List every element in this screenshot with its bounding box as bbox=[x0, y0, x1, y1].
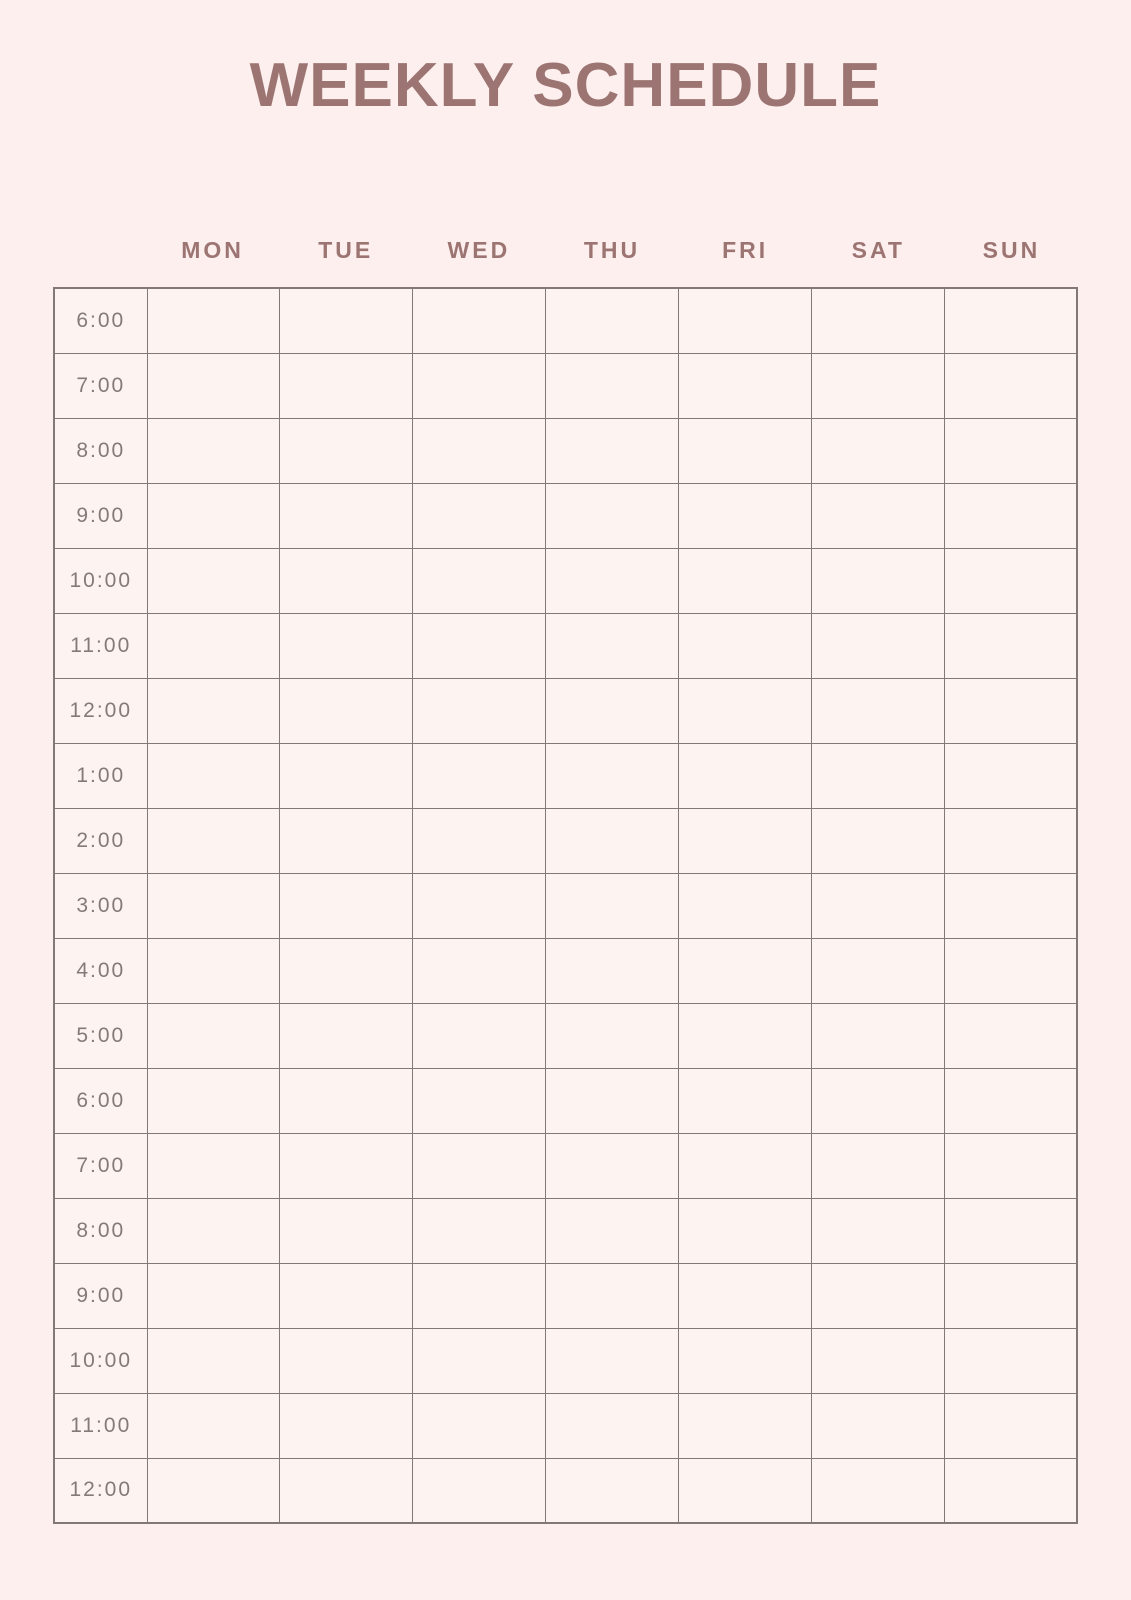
schedule-row bbox=[54, 678, 1077, 743]
schedule-row bbox=[54, 353, 1077, 418]
time-label: 2:00 bbox=[54, 808, 147, 873]
schedule-cell-mon-18[interactable] bbox=[147, 1458, 280, 1523]
schedule-cell-tue-3[interactable] bbox=[280, 483, 413, 548]
schedule-cell-mon-6[interactable] bbox=[147, 678, 280, 743]
schedule-cell-tue-4[interactable] bbox=[280, 548, 413, 613]
schedule-cell-mon-17[interactable] bbox=[147, 1393, 280, 1458]
schedule-cell-sat-10[interactable] bbox=[811, 938, 944, 1003]
schedule-cell-thu-15[interactable] bbox=[546, 1263, 679, 1328]
time-label: 8:00 bbox=[54, 1198, 147, 1263]
schedule-cell-tue-7[interactable] bbox=[280, 743, 413, 808]
day-header-tue: TUE bbox=[318, 236, 374, 263]
schedule-cell-fri-11[interactable] bbox=[678, 1003, 811, 1068]
schedule-cell-fri-17[interactable] bbox=[678, 1393, 811, 1458]
schedule-cell-sat-3[interactable] bbox=[811, 483, 944, 548]
schedule-cell-wed-18[interactable] bbox=[413, 1458, 546, 1523]
day-header-sat: SAT bbox=[851, 236, 905, 263]
schedule-cell-fri-0[interactable] bbox=[678, 288, 811, 353]
schedule-cell-sat-8[interactable] bbox=[811, 808, 944, 873]
schedule-cell-sun-11[interactable] bbox=[944, 1003, 1077, 1068]
schedule-cell-sun-1[interactable] bbox=[944, 353, 1077, 418]
schedule-cell-fri-9[interactable] bbox=[678, 873, 811, 938]
schedule-cell-tue-6[interactable] bbox=[280, 678, 413, 743]
schedule-cell-sat-16[interactable] bbox=[811, 1328, 944, 1393]
schedule-cell-sat-7[interactable] bbox=[811, 743, 944, 808]
schedule-table bbox=[53, 287, 1078, 1524]
schedule-cell-fri-3[interactable] bbox=[678, 483, 811, 548]
schedule-cell-mon-5[interactable] bbox=[147, 613, 280, 678]
time-label: 6:00 bbox=[54, 1068, 147, 1133]
schedule-cell-tue-13[interactable] bbox=[280, 1133, 413, 1198]
schedule-cell-tue-11[interactable] bbox=[280, 1003, 413, 1068]
schedule-row bbox=[54, 1003, 1077, 1068]
day-header-row bbox=[53, 227, 1078, 273]
schedule-cell-mon-11[interactable] bbox=[147, 1003, 280, 1068]
schedule-cell-sat-12[interactable] bbox=[811, 1068, 944, 1133]
schedule-cell-thu-6[interactable] bbox=[546, 678, 679, 743]
schedule-cell-fri-13[interactable] bbox=[678, 1133, 811, 1198]
schedule-cell-sun-5[interactable] bbox=[944, 613, 1077, 678]
schedule-cell-sun-15[interactable] bbox=[944, 1263, 1077, 1328]
schedule-cell-sun-14[interactable] bbox=[944, 1198, 1077, 1263]
schedule-cell-thu-7[interactable] bbox=[546, 743, 679, 808]
schedule-cell-tue-9[interactable] bbox=[280, 873, 413, 938]
schedule-cell-sat-1[interactable] bbox=[811, 353, 944, 418]
schedule-cell-wed-6[interactable] bbox=[413, 678, 546, 743]
schedule-cell-thu-16[interactable] bbox=[546, 1328, 679, 1393]
schedule-row bbox=[54, 548, 1077, 613]
schedule-cell-mon-14[interactable] bbox=[147, 1198, 280, 1263]
schedule-cell-sun-18[interactable] bbox=[944, 1458, 1077, 1523]
schedule-cell-wed-0[interactable] bbox=[413, 288, 546, 353]
schedule-cell-wed-12[interactable] bbox=[413, 1068, 546, 1133]
schedule-cell-thu-0[interactable] bbox=[546, 288, 679, 353]
time-label: 10:00 bbox=[54, 548, 147, 613]
schedule-cell-fri-15[interactable] bbox=[678, 1263, 811, 1328]
schedule-cell-sun-17[interactable] bbox=[944, 1393, 1077, 1458]
schedule-cell-tue-10[interactable] bbox=[280, 938, 413, 1003]
schedule-cell-tue-0[interactable] bbox=[280, 288, 413, 353]
schedule-cell-fri-14[interactable] bbox=[678, 1198, 811, 1263]
schedule-cell-mon-9[interactable] bbox=[147, 873, 280, 938]
schedule-cell-fri-8[interactable] bbox=[678, 808, 811, 873]
schedule-row bbox=[54, 1263, 1077, 1328]
schedule-row bbox=[54, 1068, 1077, 1133]
time-label: 7:00 bbox=[54, 353, 147, 418]
page-title: WEEKLY SCHEDULE bbox=[249, 51, 882, 120]
schedule-cell-sat-2[interactable] bbox=[811, 418, 944, 483]
time-label: 11:00 bbox=[54, 613, 147, 678]
schedule-row bbox=[54, 288, 1077, 353]
schedule-cell-sun-4[interactable] bbox=[944, 548, 1077, 613]
schedule-cell-sat-17[interactable] bbox=[811, 1393, 944, 1458]
schedule-cell-fri-5[interactable] bbox=[678, 613, 811, 678]
schedule-cell-sun-8[interactable] bbox=[944, 808, 1077, 873]
schedule-cell-fri-6[interactable] bbox=[678, 678, 811, 743]
schedule-cell-wed-2[interactable] bbox=[413, 418, 546, 483]
schedule-cell-wed-7[interactable] bbox=[413, 743, 546, 808]
schedule-cell-sat-14[interactable] bbox=[811, 1198, 944, 1263]
schedule-cell-thu-13[interactable] bbox=[546, 1133, 679, 1198]
schedule-cell-sat-18[interactable] bbox=[811, 1458, 944, 1523]
schedule-row bbox=[54, 938, 1077, 1003]
schedule-cell-sun-3[interactable] bbox=[944, 483, 1077, 548]
time-label: 10:00 bbox=[54, 1328, 147, 1393]
schedule-cell-tue-16[interactable] bbox=[280, 1328, 413, 1393]
schedule-cell-wed-1[interactable] bbox=[413, 353, 546, 418]
time-label: 6:00 bbox=[54, 288, 147, 353]
schedule-cell-mon-15[interactable] bbox=[147, 1263, 280, 1328]
time-label: 4:00 bbox=[54, 938, 147, 1003]
schedule-cell-tue-12[interactable] bbox=[280, 1068, 413, 1133]
schedule-cell-wed-4[interactable] bbox=[413, 548, 546, 613]
schedule-cell-fri-7[interactable] bbox=[678, 743, 811, 808]
day-header-thu: THU bbox=[583, 236, 641, 263]
schedule-cell-sun-7[interactable] bbox=[944, 743, 1077, 808]
schedule-row bbox=[54, 418, 1077, 483]
schedule-cell-fri-16[interactable] bbox=[678, 1328, 811, 1393]
schedule-cell-fri-12[interactable] bbox=[678, 1068, 811, 1133]
schedule-cell-wed-14[interactable] bbox=[413, 1198, 546, 1263]
schedule-row bbox=[54, 1393, 1077, 1458]
schedule-cell-tue-2[interactable] bbox=[280, 418, 413, 483]
time-label: 5:00 bbox=[54, 1003, 147, 1068]
schedule-cell-mon-2[interactable] bbox=[147, 418, 280, 483]
schedule-cell-mon-1[interactable] bbox=[147, 353, 280, 418]
schedule-cell-sun-6[interactable] bbox=[944, 678, 1077, 743]
time-label: 11:00 bbox=[54, 1393, 147, 1458]
schedule-row bbox=[54, 1458, 1077, 1523]
schedule-cell-sat-13[interactable] bbox=[811, 1133, 944, 1198]
schedule-cell-wed-5[interactable] bbox=[413, 613, 546, 678]
time-label: 8:00 bbox=[54, 418, 147, 483]
schedule-cell-tue-14[interactable] bbox=[280, 1198, 413, 1263]
schedule-cell-fri-2[interactable] bbox=[678, 418, 811, 483]
schedule-cell-sat-4[interactable] bbox=[811, 548, 944, 613]
schedule-cell-sat-11[interactable] bbox=[811, 1003, 944, 1068]
schedule-cell-sun-9[interactable] bbox=[944, 873, 1077, 938]
schedule-cell-tue-8[interactable] bbox=[280, 808, 413, 873]
schedule-cell-mon-13[interactable] bbox=[147, 1133, 280, 1198]
schedule-cell-thu-3[interactable] bbox=[546, 483, 679, 548]
schedule-cell-tue-17[interactable] bbox=[280, 1393, 413, 1458]
schedule-row bbox=[54, 743, 1077, 808]
schedule-row bbox=[54, 1328, 1077, 1393]
schedule-cell-tue-1[interactable] bbox=[280, 353, 413, 418]
schedule-row bbox=[54, 1133, 1077, 1198]
time-label: 1:00 bbox=[54, 743, 147, 808]
schedule-cell-thu-1[interactable] bbox=[546, 353, 679, 418]
schedule-cell-sun-16[interactable] bbox=[944, 1328, 1077, 1393]
schedule-cell-sat-6[interactable] bbox=[811, 678, 944, 743]
schedule-cell-mon-4[interactable] bbox=[147, 548, 280, 613]
schedule-cell-wed-8[interactable] bbox=[413, 808, 546, 873]
schedule-cell-sat-0[interactable] bbox=[811, 288, 944, 353]
schedule-row bbox=[54, 808, 1077, 873]
time-label: 9:00 bbox=[54, 483, 147, 548]
schedule-grid-body bbox=[54, 288, 1077, 1523]
schedule-cell-sat-9[interactable] bbox=[811, 873, 944, 938]
schedule-cell-sun-10[interactable] bbox=[944, 938, 1077, 1003]
schedule-cell-wed-15[interactable] bbox=[413, 1263, 546, 1328]
schedule-cell-wed-10[interactable] bbox=[413, 938, 546, 1003]
schedule-cell-thu-17[interactable] bbox=[546, 1393, 679, 1458]
schedule-cell-wed-11[interactable] bbox=[413, 1003, 546, 1068]
schedule-cell-fri-4[interactable] bbox=[678, 548, 811, 613]
schedule-cell-fri-10[interactable] bbox=[678, 938, 811, 1003]
schedule-cell-thu-2[interactable] bbox=[546, 418, 679, 483]
schedule-cell-mon-8[interactable] bbox=[147, 808, 280, 873]
schedule-cell-thu-18[interactable] bbox=[546, 1458, 679, 1523]
schedule-cell-wed-13[interactable] bbox=[413, 1133, 546, 1198]
schedule-cell-sun-12[interactable] bbox=[944, 1068, 1077, 1133]
schedule-row bbox=[54, 1198, 1077, 1263]
schedule-cell-sun-0[interactable] bbox=[944, 288, 1077, 353]
time-label: 7:00 bbox=[54, 1133, 147, 1198]
schedule-cell-tue-15[interactable] bbox=[280, 1263, 413, 1328]
schedule-cell-sat-15[interactable] bbox=[811, 1263, 944, 1328]
schedule-cell-fri-18[interactable] bbox=[678, 1458, 811, 1523]
time-label: 12:00 bbox=[54, 678, 147, 743]
schedule-row bbox=[54, 483, 1077, 548]
schedule-cell-wed-17[interactable] bbox=[413, 1393, 546, 1458]
time-label: 12:00 bbox=[54, 1458, 147, 1523]
schedule-row bbox=[54, 613, 1077, 678]
schedule-cell-wed-3[interactable] bbox=[413, 483, 546, 548]
time-label: 9:00 bbox=[54, 1263, 147, 1328]
day-header-sun: SUN bbox=[982, 236, 1041, 263]
day-header-wed: WED bbox=[447, 236, 511, 263]
schedule-cell-thu-5[interactable] bbox=[546, 613, 679, 678]
schedule-cell-mon-10[interactable] bbox=[147, 938, 280, 1003]
schedule-cell-mon-7[interactable] bbox=[147, 743, 280, 808]
schedule-cell-sun-13[interactable] bbox=[944, 1133, 1077, 1198]
schedule-row bbox=[54, 873, 1077, 938]
schedule-cell-mon-12[interactable] bbox=[147, 1068, 280, 1133]
schedule-cell-tue-18[interactable] bbox=[280, 1458, 413, 1523]
schedule-cell-fri-1[interactable] bbox=[678, 353, 811, 418]
schedule-cell-thu-14[interactable] bbox=[546, 1198, 679, 1263]
day-header-mon: MON bbox=[181, 236, 244, 263]
schedule-cell-mon-3[interactable] bbox=[147, 483, 280, 548]
schedule-cell-thu-4[interactable] bbox=[546, 548, 679, 613]
schedule-cell-thu-10[interactable] bbox=[546, 938, 679, 1003]
day-header-fri: FRI bbox=[722, 236, 769, 263]
schedule-cell-tue-5[interactable] bbox=[280, 613, 413, 678]
schedule-cell-mon-16[interactable] bbox=[147, 1328, 280, 1393]
schedule-cell-wed-16[interactable] bbox=[413, 1328, 546, 1393]
schedule-cell-sun-2[interactable] bbox=[944, 418, 1077, 483]
schedule-cell-sat-5[interactable] bbox=[811, 613, 944, 678]
schedule-cell-thu-9[interactable] bbox=[546, 873, 679, 938]
schedule-cell-wed-9[interactable] bbox=[413, 873, 546, 938]
schedule-cell-thu-11[interactable] bbox=[546, 1003, 679, 1068]
schedule-cell-thu-12[interactable] bbox=[546, 1068, 679, 1133]
schedule-cell-mon-0[interactable] bbox=[147, 288, 280, 353]
time-label: 3:00 bbox=[54, 873, 147, 938]
schedule-cell-thu-8[interactable] bbox=[546, 808, 679, 873]
